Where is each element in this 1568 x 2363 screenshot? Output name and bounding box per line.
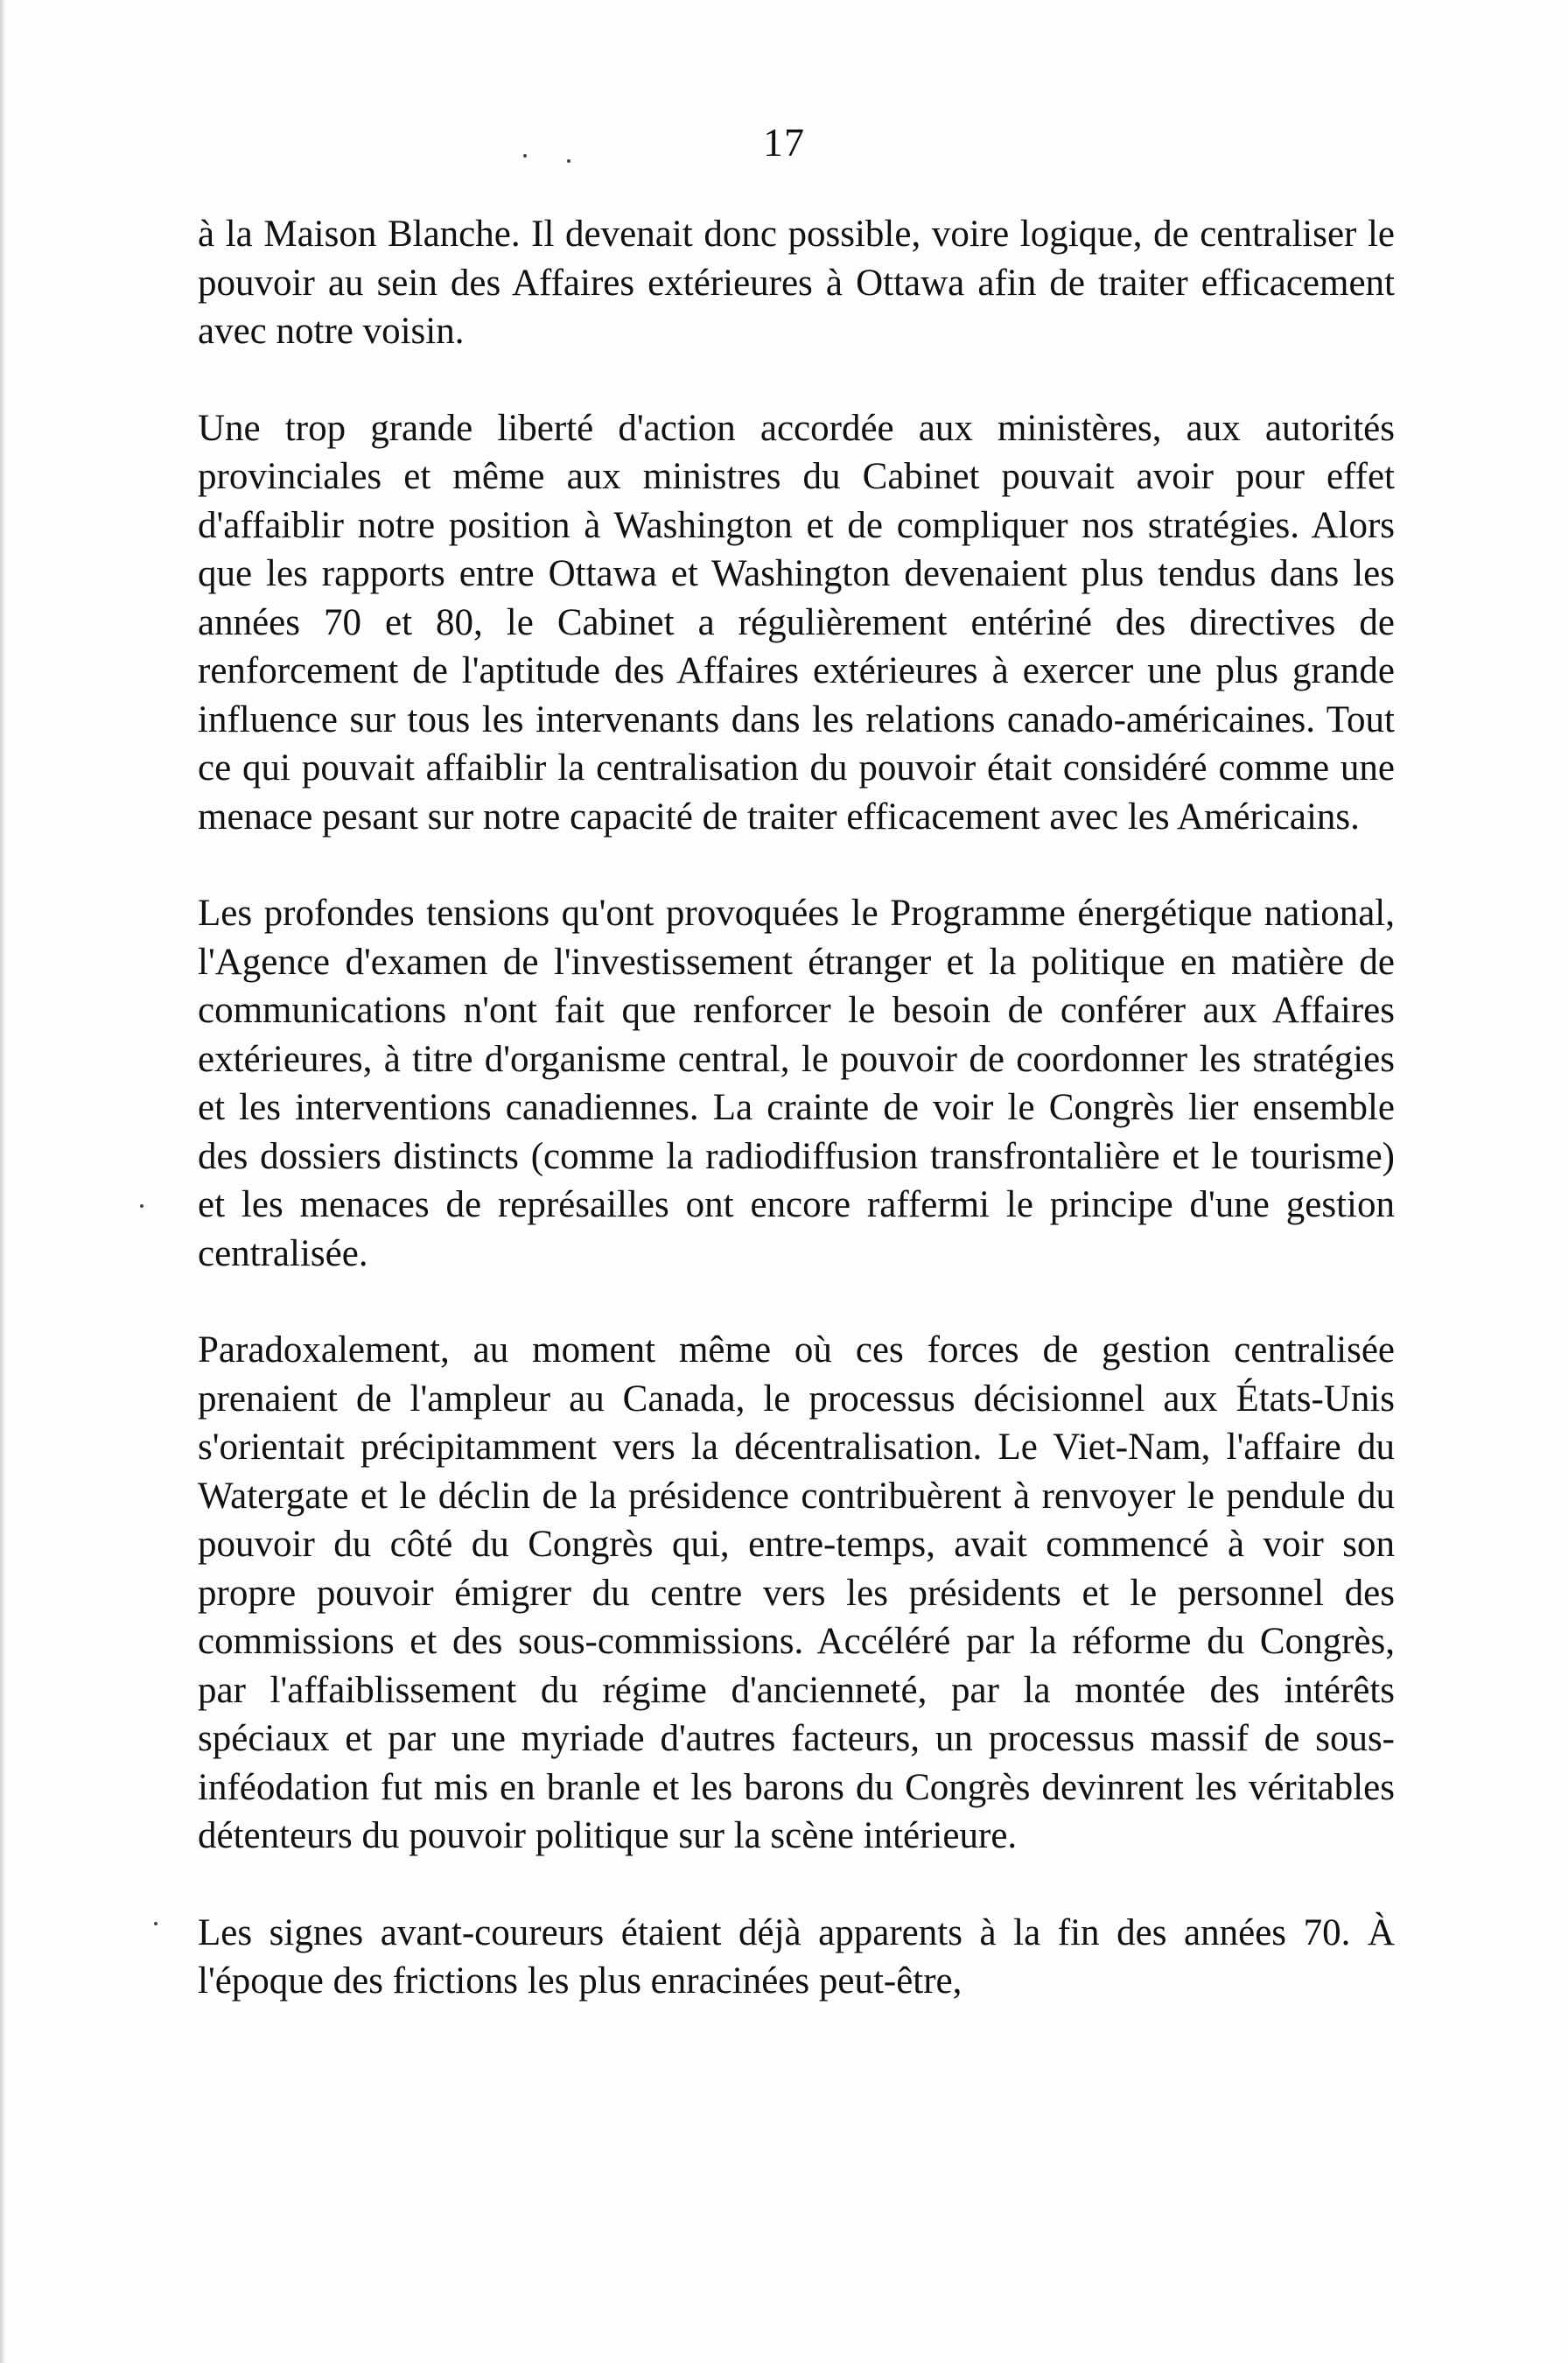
paragraph-5: Les signes avant-coureurs étaient déjà apparents à la fin des années 70. À l'époque des frictions les plus enracinées peut-être, xyxy=(198,1911,1395,2002)
paragraph-3: Les profondes tensions qu'ont provoquées le Programme énergétique national, l'Agence d'examen de l'investissement étranger et la politique en matière de communications n'ont fait que renforcer le besoin de conférer aux Affaires extérieures, à titre d'organisme central, le pouvoir de coordonner les stratégies et les interventions canadiennes. La crainte de voir le Congrès lier ensemble des dossiers distincts (comme la radiodiffusion transfrontalière et le tourisme) et les menaces de représailles ont encore raffermi le principe d'une gestion centralisée. xyxy=(198,893,1395,1274)
scan-speck xyxy=(140,1204,144,1208)
scan-speck xyxy=(154,1922,158,1925)
paragraph-1: à la Maison Blanche. Il devenait donc possible, voire logique, de centraliser le pouvoir au sein des Affaires extérieures à Ottawa afin de traiter efficacement avec notre voisin. xyxy=(198,214,1395,352)
scan-speck xyxy=(567,159,570,163)
paragraph-4: Paradoxalement, au moment même où ces forces de gestion centralisée prenaient de l'ampleur au Canada, le processus décisionnel aux États-Unis s'orientait précipitamment vers la décentralisation. Le Viet-Nam, l'affaire du Watergate et le déclin de la présidence contribuèrent à renvoyer le pendule du pouvoir du côté du Congrès qui, entre-temps, avait commencé à voir son propre pouvoir émigrer du centre vers les présidents et le personnel des commissions et des sous-commissions. Accéléré par la réforme du Congrès, par l'affaiblissement du régime d'ancienneté, par la montée des intérêts spéciaux et par une myriade d'autres facteurs, un processus massif de sous-inféodation fut mis en branle et les barons du Congrès devinrent les véritables détenteurs du pouvoir politique sur la scène intérieure. xyxy=(198,1329,1395,1856)
body-text xyxy=(198,210,1395,2006)
scan-edge xyxy=(0,0,5,2363)
scan-speck xyxy=(523,154,527,158)
paragraph-2: Une trop grande liberté d'action accordée aux ministères, aux autorités provinciales et même aux ministres du Cabinet pouvait avoir pour effet d'affaiblir notre position à Washington et de compliquer nos stratégies. Alors que les rapports entre Ottawa et Washington devenaient plus tendus dans les années 70 et 80, le Cabinet a régulièrement entériné des directives de renforcement de l'aptitude des Affaires extérieures à exercer une plus grande influence sur tous les intervenants dans les relations canado-américaines. Tout ce qui pouvait affaiblir la centralisation du pouvoir était considéré comme une menace pesant sur notre capacité de traiter efficacement avec les Américains. xyxy=(198,407,1395,838)
page-number: 17 xyxy=(763,120,805,165)
